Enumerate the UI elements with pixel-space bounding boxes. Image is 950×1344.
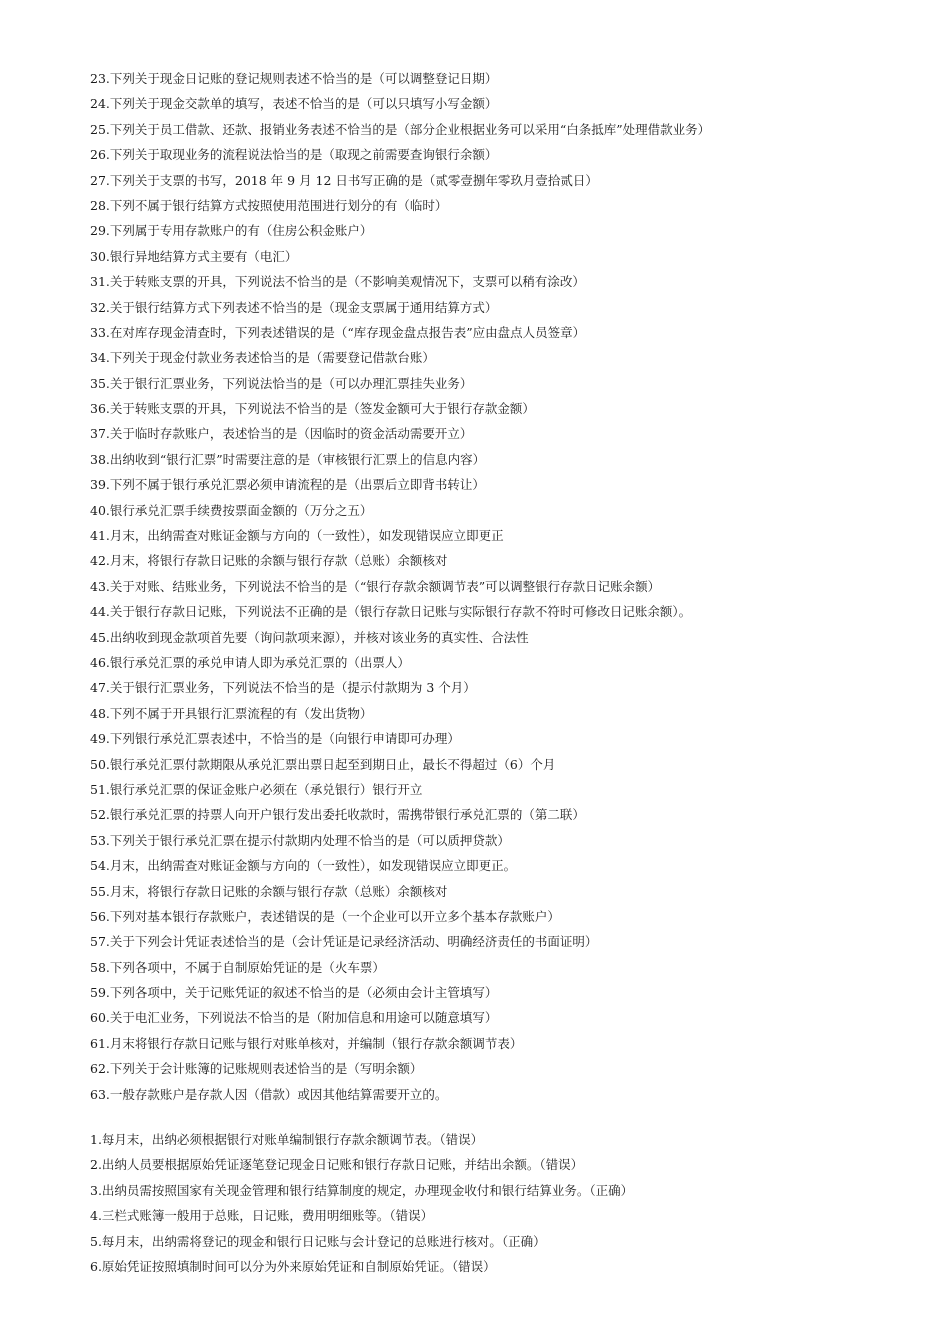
question-item: 31.关于转账支票的开具，下列说法不恰当的是（不影响美观情况下，支票可以稍有涂改） xyxy=(90,274,585,290)
question-item: 47.关于银行汇票业务，下列说法不恰当的是（提示付款期为 3 个月） xyxy=(90,680,476,696)
question-item: 53.下列关于银行承兑汇票在提示付款期内处理不恰当的是（可以质押贷款） xyxy=(90,832,510,848)
question-item: 56.下列对基本银行存款账户，表述错误的是（一个企业可以开立多个基本存款账户） xyxy=(90,908,560,924)
question-item: 26.下列关于取现业务的流程说法恰当的是（取现之前需要查询银行余额） xyxy=(90,147,498,163)
question-item: 23.下列关于现金日记账的登记规则表述不恰当的是（可以调整登记日期） xyxy=(90,71,498,86)
question-item: 36.关于转账支票的开具，下列说法不恰当的是（签发金额可大于银行存款金额） xyxy=(90,401,535,417)
question-item: 55.月末，将银行存款日记账的余额与银行存款（总账）余额核对 xyxy=(90,883,448,899)
question-item: 39.下列不属于银行承兑汇票必须申请流程的是（出票后立即背书转让） xyxy=(90,477,485,493)
question-item: 50.银行承兑汇票付款期限从承兑汇票出票日起至到期日止，最长不得超过（6）个月 xyxy=(90,756,556,772)
question-item: 40.银行承兑汇票手续费按票面金额的（万分之五） xyxy=(90,502,373,518)
question-item: 44.关于银行存款日记账，下列说法不正确的是（银行存款日记账与实际银行存款不符时可修改日记账余额）。 xyxy=(90,604,692,620)
question-item: 28.下列不属于银行结算方式按照使用范围进行划分的有（临时） xyxy=(90,197,448,213)
judgment-list xyxy=(90,1127,930,1279)
question-item: 37.关于临时存款账户，表述恰当的是（因临时的资金活动需要开立） xyxy=(90,426,473,442)
question-item: 54.月末，出纳需查对账证金额与方向的（一致性），如发现错误应立即更正。 xyxy=(90,858,517,874)
question-item: 57.关于下列会计凭证表述恰当的是（会计凭证是记录经济活动、明确经济责任的书面证明） xyxy=(90,934,598,950)
question-item: 32.关于银行结算方式下列表述不恰当的是（现金支票属于通用结算方式） xyxy=(90,299,498,315)
question-item: 35.关于银行汇票业务，下列说法恰当的是（可以办理汇票挂失业务） xyxy=(90,375,473,391)
question-list xyxy=(90,66,930,1107)
judgment-item: 5.每月末，出纳需将登记的现金和银行日记账与会计登记的总账进行核对。（正确） xyxy=(90,1233,546,1249)
question-item: 45.出纳收到现金款项首先要（询问款项来源），并核对该业务的真实性、合法性 xyxy=(90,629,529,645)
question-item: 38.出纳收到“银行汇票”时需要注意的是（审核银行汇票上的信息内容） xyxy=(90,451,486,467)
question-item: 58.下列各项中，不属于自制原始凭证的是（火车票） xyxy=(90,959,385,975)
question-item: 43.关于对账、结账业务，下列说法不恰当的是（“银行存款余额调节表”可以调整银行存款日记账余额） xyxy=(90,578,661,594)
question-item: 61.月末将银行存款日记账与银行对账单核对，并编制（银行存款余额调节表） xyxy=(90,1035,523,1051)
question-item: 59.下列各项中，关于记账凭证的叙述不恰当的是（必须由会计主管填写） xyxy=(90,985,498,1001)
question-item: 48.下列不属于开具银行汇票流程的有（发出货物） xyxy=(90,705,373,721)
question-item: 30.银行异地结算方式主要有（电汇） xyxy=(90,248,298,264)
judgment-item: 2.出纳人员要根据原始凭证逐笔登记现金日记账和银行存款日记账，并结出余额。（错误） xyxy=(90,1157,584,1173)
question-item: 63.一般存款账户是存款人因（借款）或因其他结算需要开立的。 xyxy=(90,1086,448,1102)
question-item: 25.下列关于员工借款、还款、报销业务表述不恰当的是（部分企业根据业务可以采用“白条抵库”处理借款业务） xyxy=(90,121,711,137)
question-item: 24.下列关于现金交款单的填写，表述不恰当的是（可以只填写小写金额） xyxy=(90,96,498,112)
question-item: 62.下列关于会计账簿的记账规则表述恰当的是（写明余额） xyxy=(90,1061,423,1077)
question-item: 46.银行承兑汇票的承兑申请人即为承兑汇票的（出票人） xyxy=(90,654,410,670)
question-item: 33.在对库存现金清查时，下列表述错误的是（“库存现金盘点报告表”应由盘点人员签章） xyxy=(90,324,586,340)
judgment-item: 4.三栏式账簿一般用于总账，日记账，费用明细账等。（错误） xyxy=(90,1208,434,1224)
question-item: 49.下列银行承兑汇票表述中，不恰当的是（向银行申请即可办理） xyxy=(90,731,460,747)
judgment-item: 6.原始凭证按照填制时间可以分为外来原始凭证和自制原始凭证。（错误） xyxy=(90,1258,496,1274)
question-item: 52.银行承兑汇票的持票人向开户银行发出委托收款时，需携带银行承兑汇票的（第二联） xyxy=(90,807,585,823)
question-item: 29.下列属于专用存款账户的有（住房公积金账户） xyxy=(90,223,373,239)
judgment-item: 3.出纳员需按照国家有关现金管理和银行结算制度的规定，办理现金收付和银行结算业务。（正确） xyxy=(90,1182,634,1198)
question-item: 41.月末，出纳需查对账证金额与方向的（一致性），如发现错误应立即更正 xyxy=(90,528,504,544)
question-item: 42.月末，将银行存款日记账的余额与银行存款（总账）余额核对 xyxy=(90,553,448,569)
question-item: 34.下列关于现金付款业务表述恰当的是（需要登记借款台账） xyxy=(90,350,435,366)
question-item: 60.关于电汇业务，下列说法不恰当的是（附加信息和用途可以随意填写） xyxy=(90,1010,498,1026)
question-item: 51.银行承兑汇票的保证金账户必须在（承兑银行）银行开立 xyxy=(90,781,423,797)
question-item: 27.下列关于支票的书写，2018 年 9 月 12 日书写正确的是（贰零壹捌年零玖月壹拾贰日） xyxy=(90,172,598,188)
judgment-item: 1.每月末，出纳必须根据银行对账单编制银行存款余额调节表。（错误） xyxy=(90,1132,484,1147)
